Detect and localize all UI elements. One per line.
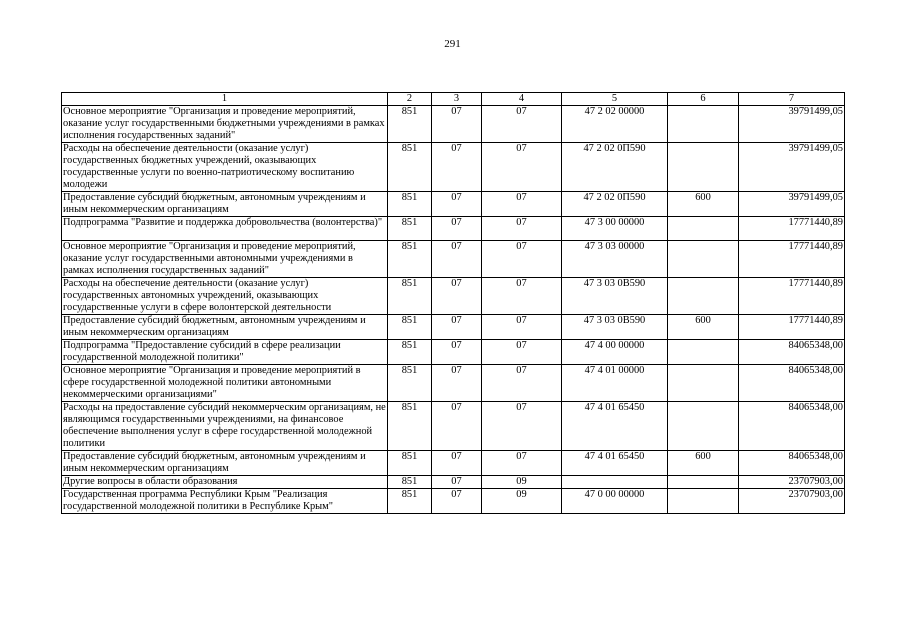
row-col4-cell: 07 [482,402,562,451]
row-col6-cell [668,106,739,143]
row-amount-cell: 17771440,89 [739,278,845,315]
row-col6-cell [668,476,739,489]
column-header-2: 2 [388,93,432,106]
row-amount-cell: 84065348,00 [739,365,845,402]
table-body [62,106,845,514]
row-col6-cell: 600 [668,451,739,476]
row-col4-cell: 07 [482,315,562,340]
table-row [62,241,845,278]
row-col5-cell: 47 3 00 00000 [562,217,668,241]
row-name-cell: Основное мероприятие "Организация и проведение мероприятий, оказание услуг государственными бюджетными учреждениями в рамках исполнения государственных заданий" [62,106,388,143]
row-col3-cell: 07 [432,106,482,143]
row-name-cell: Основное мероприятие "Организация и проведение мероприятий, оказание услуг государственными автономными учреждениями в рамках исполнения государственных заданий" [62,241,388,278]
row-col2-cell: 851 [388,451,432,476]
row-col2-cell: 851 [388,192,432,217]
row-col6-cell: 600 [668,315,739,340]
row-col5-cell: 47 3 03 0В590 [562,278,668,315]
row-col5-cell: 47 4 01 65450 [562,402,668,451]
row-col6-cell [668,365,739,402]
row-col4-cell: 07 [482,192,562,217]
row-col5-cell: 47 2 02 0П590 [562,143,668,192]
table-row [62,143,845,192]
row-col2-cell: 851 [388,278,432,315]
row-col6-cell [668,340,739,365]
row-col4-cell: 07 [482,451,562,476]
row-col3-cell: 07 [432,451,482,476]
row-col6-cell [668,241,739,278]
row-amount-cell: 84065348,00 [739,402,845,451]
row-col3-cell: 07 [432,241,482,278]
row-col5-cell: 47 3 03 00000 [562,241,668,278]
row-name-cell: Предоставление субсидий бюджетным, автономным учреждениям и иным некоммерческим организациям [62,315,388,340]
row-name-cell: Предоставление субсидий бюджетным, автономным учреждениям и иным некоммерческим организациям [62,192,388,217]
column-header-3: 3 [432,93,482,106]
row-col2-cell: 851 [388,217,432,241]
row-amount-cell: 17771440,89 [739,217,845,241]
row-col5-cell: 47 2 02 00000 [562,106,668,143]
row-col3-cell: 07 [432,489,482,514]
row-col6-cell [668,402,739,451]
row-col4-cell: 07 [482,241,562,278]
column-header-1: 1 [62,93,388,106]
column-header-7: 7 [739,93,845,106]
table-row [62,340,845,365]
column-header-4: 4 [482,93,562,106]
row-col5-cell [562,476,668,489]
row-col3-cell: 07 [432,340,482,365]
row-col2-cell: 851 [388,365,432,402]
row-amount-cell: 84065348,00 [739,340,845,365]
row-name-cell: Другие вопросы в области образования [62,476,388,489]
page-number: 291 [444,38,461,50]
row-col5-cell: 47 4 01 65450 [562,451,668,476]
row-col3-cell: 07 [432,217,482,241]
row-col3-cell: 07 [432,476,482,489]
row-col3-cell: 07 [432,143,482,192]
row-col3-cell: 07 [432,278,482,315]
row-col3-cell: 07 [432,315,482,340]
row-amount-cell: 39791499,05 [739,143,845,192]
row-name-cell: Расходы на обеспечение деятельности (оказание услуг) государственных бюджетных учреждений, оказывающих государственные услуги по военно-патриотическому воспитанию молодежи [62,143,388,192]
row-col5-cell: 47 4 00 00000 [562,340,668,365]
row-name-cell: Предоставление субсидий бюджетным, автономным учреждениям и иным некоммерческим организациям [62,451,388,476]
row-col2-cell: 851 [388,476,432,489]
table-row [62,217,845,241]
table-row [62,106,845,143]
row-col3-cell: 07 [432,402,482,451]
row-col6-cell [668,217,739,241]
row-col6-cell [668,278,739,315]
row-col3-cell: 07 [432,365,482,402]
table-row [62,402,845,451]
row-col5-cell: 47 0 00 00000 [562,489,668,514]
row-col6-cell [668,489,739,514]
row-col5-cell: 47 2 02 0П590 [562,192,668,217]
row-col4-cell: 07 [482,217,562,241]
row-col5-cell: 47 4 01 00000 [562,365,668,402]
table-row [62,315,845,340]
row-col2-cell: 851 [388,241,432,278]
column-header-5: 5 [562,93,668,106]
table-row [62,489,845,514]
row-amount-cell: 39791499,05 [739,106,845,143]
header-row [62,93,845,106]
table-row [62,451,845,476]
row-name-cell: Расходы на обеспечение деятельности (оказание услуг) государственных автономных учреждений, оказывающих государственные услуги в сфере волонтерской деятельности [62,278,388,315]
row-col4-cell: 07 [482,143,562,192]
row-amount-cell: 17771440,89 [739,315,845,340]
row-amount-cell: 39791499,05 [739,192,845,217]
row-amount-cell: 84065348,00 [739,451,845,476]
table-row [62,278,845,315]
row-amount-cell: 17771440,89 [739,241,845,278]
budget-table [61,92,845,514]
row-col2-cell: 851 [388,106,432,143]
table-row [62,192,845,217]
row-col4-cell: 09 [482,489,562,514]
row-col2-cell: 851 [388,315,432,340]
table-row [62,365,845,402]
row-col3-cell: 07 [432,192,482,217]
row-name-cell: Государственная программа Республики Крым "Реализация государственной молодежной политики в Республике Крым" [62,489,388,514]
row-col4-cell: 07 [482,340,562,365]
row-col2-cell: 851 [388,402,432,451]
row-col4-cell: 07 [482,106,562,143]
row-col6-cell [668,143,739,192]
row-col5-cell: 47 3 03 0В590 [562,315,668,340]
row-col4-cell: 07 [482,365,562,402]
row-name-cell: Основное мероприятие "Организация и проведение мероприятий в сфере государственной молодежной политики автономными некоммерческими организациями" [62,365,388,402]
row-amount-cell: 23707903,00 [739,489,845,514]
table-row [62,476,845,489]
row-col4-cell: 09 [482,476,562,489]
row-name-cell: Подпрограмма "Предоставление субсидий в сфере реализации государственной молодежной политики" [62,340,388,365]
row-col2-cell: 851 [388,340,432,365]
row-col6-cell: 600 [668,192,739,217]
row-name-cell: Расходы на предоставление субсидий некоммерческим организациям, не являющимся государственными учреждениями, на финансовое обеспечение выполнения услуг в сфере государственной молодежной политики [63,402,386,449]
row-col2-cell: 851 [388,143,432,192]
row-col2-cell: 851 [388,489,432,514]
column-header-6: 6 [668,93,739,106]
row-amount-cell: 23707903,00 [739,476,845,489]
row-name-cell: Подпрограмма "Развитие и поддержка добровольчества (волонтерства)" [62,217,388,241]
row-col4-cell: 07 [482,278,562,315]
